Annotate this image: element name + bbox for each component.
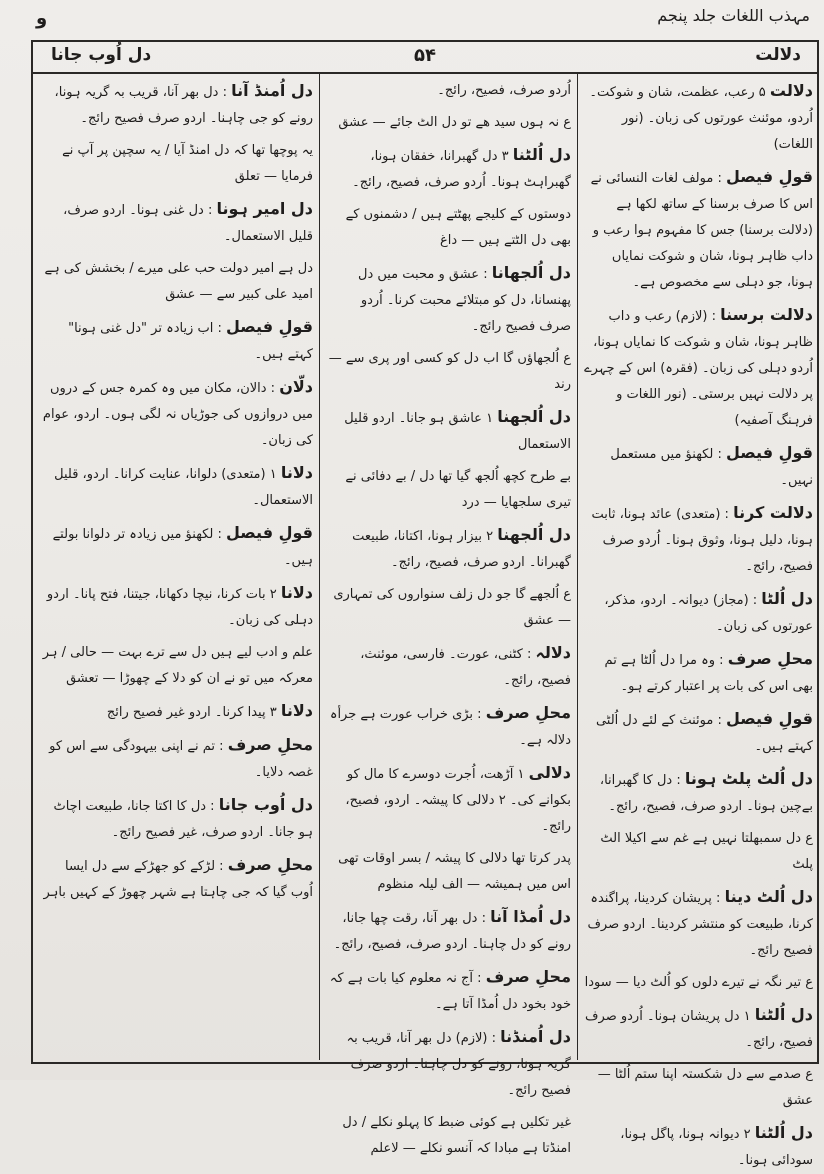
- entry-text: ۱ (متعدی) دلوانا، عنایت کرانا۔ اردو، قلیل الاستعمال۔: [54, 467, 313, 508]
- entry: [39, 580, 313, 634]
- entry-text: دوستوں کے کلیجے پھٹتے ہیں / دشمنوں کے بھی دل الٹتے ہیں — داغ: [345, 207, 571, 248]
- headword: دل اُلٹنا: [754, 1123, 813, 1142]
- entry: [326, 964, 571, 1018]
- entry-text: : دل بھر آنا، رقت چھا جانا، رونے کو دل چاہنا۔ اردو صرف، فصیح، رائج۔: [333, 911, 571, 952]
- entry-text: ع اُلجھے گا جو دل زلف سنواروں کی تمہاری — عشق: [333, 587, 571, 628]
- entry: [326, 142, 571, 196]
- headword: دل امیر ہونا: [216, 199, 313, 218]
- entry: [326, 404, 571, 458]
- headword: دل اُلٹنا: [512, 145, 571, 164]
- entry-text: : دل بھر آنا، قریب بہ گریہ ہونا، رونے کو جی چاہنا۔ اردو صرف فصیح رائج۔: [54, 85, 313, 126]
- entry-text: : اب زیادہ تر "دل غنی ہونا" کہتے ہیں۔: [68, 321, 313, 362]
- entry: [39, 256, 313, 308]
- entry: [39, 852, 313, 906]
- entry-text: اُردو صرف، فصیح، رائج۔: [437, 83, 571, 98]
- entry-text: ۲ دیوانہ ہونا، پاگل ہونا، سودائی ہونا۔: [620, 1127, 813, 1168]
- entry-text: ۲ بات کرنا، نیچا دکھانا، جیتنا، فتح پانا۔ اردو دہلی کی زبان۔: [46, 587, 313, 628]
- entry-text: : (لازم) دل بھر آنا، قریب بہ گریہ ہونا، رونے کو دل چاہنا۔ اردو صرف فصیح رائج۔: [346, 1031, 571, 1098]
- entry-text: ع اُلجھاؤں گا اب دل کو کسی اور پری سے — رند: [328, 351, 571, 392]
- headword: دل اُلٹ دینا: [724, 887, 813, 906]
- headword: محلِ صرف: [485, 703, 571, 722]
- entry-text: : دالان، مکان میں وہ کمرہ جس کے دروں میں دروازوں کی جوڑیاں نہ لگی ہوں۔ اردو، عوام کی زبان۔: [42, 381, 313, 448]
- entry-text: ۱ آڑھت، اُجرت دوسرے کا مال کو بکوانے کی۔ ۲ دلالی کا پیشہ۔ اردو، فصیح، رائج۔: [345, 767, 571, 834]
- entry: [584, 586, 813, 640]
- headword: دل اُوب جانا: [218, 795, 313, 814]
- entry: [326, 260, 571, 340]
- entry: [326, 202, 571, 254]
- headword: دلانا: [280, 583, 313, 602]
- entry: [326, 760, 571, 840]
- entry-text: : دل کا گھبرانا، بےچین ہونا۔ اردو صرف، فصیح، رائج۔: [599, 773, 813, 814]
- column-right: [578, 74, 819, 1168]
- headword: دلالی: [528, 763, 571, 782]
- entry-text: : آج نہ معلوم کیا بات ہے کہ خود بخود دل اُمڈا آتا ہے۔: [329, 971, 571, 1012]
- entry-text: ۳ پیدا کرنا۔ اردو غیر فصیح رائج: [106, 705, 277, 720]
- entry: [39, 460, 313, 514]
- headword: دلانا: [280, 701, 313, 720]
- headword: دل اُلجھنا: [497, 525, 571, 544]
- entry-text: ۳ دل گھبرانا، خفقان ہونا، گھبراہٹ ہونا۔ اُردو صرف، فصیح، رائج۔: [352, 149, 571, 190]
- headword: دلّان: [279, 377, 313, 396]
- headword: محلِ صرف: [485, 967, 571, 986]
- headword: دلالت کرنا: [733, 503, 813, 522]
- entry: [584, 766, 813, 820]
- headword: دل اُلٹ پلٹ ہونا: [684, 769, 813, 788]
- headword: دل اُلٹنا: [754, 1005, 813, 1024]
- entry: [326, 346, 571, 398]
- headword: قولِ فیصل: [225, 317, 313, 336]
- headword: قولِ فیصل: [725, 167, 813, 186]
- headword: دلانا: [280, 463, 313, 482]
- entry: [584, 500, 813, 580]
- entry: [326, 1024, 571, 1104]
- entry: [584, 302, 813, 434]
- entry-text: ۲ بیزار ہونا، اکتانا، طبیعت گھبرانا۔ اردو صرف، فصیح، رائج۔: [352, 529, 571, 570]
- entry-text: : پریشان کردینا، پراگندہ کرنا، طبیعت کو منتشر کردینا۔ اردو صرف فصیح رائج۔: [587, 891, 813, 958]
- entry: [39, 640, 313, 692]
- entry-text: بے طرح کچھ اُلجھ گیا تھا دل / بے دفائی نے تیری سلجھایا — درد: [345, 469, 571, 510]
- entry-text: علم و ادب لیے ہیں دل سے ترے بہت — حالی / ہر معرکہ میں تو نے ان کو دلا کے چھوڑا — تعشق: [42, 645, 313, 686]
- entry: [584, 1062, 813, 1114]
- entry-text: : کٹنی، عورت۔ فارسی، موئنث، فصیح، رائج۔: [360, 647, 571, 688]
- headword: دل اُلٹا: [761, 589, 813, 608]
- entry: [326, 904, 571, 958]
- headword: دل اُمنڈنا: [500, 1027, 571, 1046]
- entry-text: ع نہ ہوں سید ھے تو دل الٹ جائے — عشق: [338, 115, 571, 130]
- headword: دل اُلجھنا: [497, 407, 571, 426]
- entry-text: : دل غنی ہونا۔ اردو صرف، قلیل الاستعمال۔: [63, 203, 313, 244]
- entry: [326, 78, 571, 104]
- entry-text: : لڑکے کو جھڑکے سے دل ایسا اُوب گیا کہ جی چاہتا ہے شہر چھوڑ کے کہیں باہر: [43, 859, 313, 900]
- headword: محلِ صرف: [727, 649, 813, 668]
- entry: [584, 1002, 813, 1056]
- entry: [39, 314, 313, 368]
- entry-text: : لکھنؤ میں مستعمل نہیں۔: [610, 447, 813, 488]
- entry: [584, 970, 813, 996]
- column-left: [33, 74, 320, 1060]
- entry-text: : دل کا اکتا جانا، طبیعت اچاٹ ہو جانا۔ اردو صرف، غیر فصیح رائج۔: [53, 799, 313, 840]
- headword: دل اُلجھانا: [491, 263, 571, 282]
- headword: دلالت برسنا: [720, 305, 813, 324]
- entry: [326, 582, 571, 634]
- entry-text: پدر کرتا تھا دلالی کا پیشہ / بسر اوقات تھی اس میں ہمیشہ — الف لیلہ منظوم: [338, 851, 571, 892]
- headword: دلالہ: [535, 643, 571, 662]
- headword: دل اُمڈا آنا: [490, 907, 571, 926]
- headword: محلِ صرف: [227, 735, 313, 754]
- entry: [584, 706, 813, 760]
- entry-text: ع صدمے سے دل شکستہ اپنا ستم اُلٹا — عشق: [597, 1067, 813, 1108]
- page-header: [33, 42, 817, 74]
- entry: [584, 1120, 813, 1174]
- entry: [39, 374, 313, 454]
- entry: [39, 732, 313, 786]
- headword: دل اُمنڈ آنا: [231, 81, 313, 100]
- entry: [584, 164, 813, 296]
- entry: [326, 640, 571, 694]
- headword: محلِ صرف: [227, 855, 313, 874]
- headword: قولِ فیصل: [225, 523, 313, 542]
- entry: [39, 196, 313, 250]
- running-head: [0, 6, 824, 32]
- entry-text: : تم نے اپنی بیہودگی سے اس کو غصہ دلایا۔: [49, 739, 313, 780]
- entry: [326, 1110, 571, 1162]
- entry-text: : (مجاز) دیوانہ۔ اردو، مذکر، عورتوں کی زبان۔: [604, 593, 813, 634]
- entry-text: ۱ دل پریشان ہونا۔ اُردو صرف فصیح، رائج۔: [585, 1009, 813, 1050]
- book-title: مہذب اللغات جلد پنجم: [657, 6, 810, 25]
- entry: [326, 464, 571, 516]
- guide-word-last: دل اُوب جانا: [51, 45, 152, 65]
- entry: [39, 698, 313, 726]
- entry: [584, 440, 813, 494]
- entry-text: : عشق و محبت میں دل پھنسانا، دل کو مبتلائے محبت کرنا۔ اُردو صرف فصیح رائج۔: [358, 267, 571, 334]
- page-number: ۵۴: [414, 45, 436, 66]
- column-middle: [320, 74, 578, 1156]
- entry-text: ۱ عاشق ہو جانا۔ اردو قلیل الاستعمال: [344, 411, 571, 452]
- entry-text: : وہ مرا دل اُلٹا ہے تم بھی اس کی بات پر اعتبار کرتے ہو۔: [604, 653, 813, 694]
- entry: [326, 700, 571, 754]
- entry: [39, 520, 313, 574]
- guide-word-first: دلالت: [755, 45, 801, 65]
- entry: [326, 522, 571, 576]
- entry-text: : لکھنؤ میں زیادہ تر دلوانا بولتے ہیں۔: [52, 527, 313, 568]
- entry: [326, 846, 571, 898]
- headword: قولِ فیصل: [725, 709, 813, 728]
- entry: [39, 792, 313, 846]
- entry: [326, 110, 571, 136]
- entry-text: ع دل سمبھلتا نہیں ہے غم سے اکیلا الٹ پلٹ: [600, 831, 813, 872]
- entry-text: دل ہے امیر دولت حب علی میرے / بخشش کی ہے امید علی کبیر سے — عشق: [44, 261, 313, 302]
- entry-text: : (متعدی) عائد ہونا، ثابت ہونا، دلیل ہونا، وثوق ہونا۔ اُردو صرف فصیح، رائج۔: [591, 507, 813, 574]
- entry-text: ۵ رعب، عظمت، شان و شوکت۔ اُردو، موئنث عورتوں کی زبان۔ (نور اللغات): [589, 85, 813, 152]
- entry-text: : مولف لغات النسائی نے اس کا صرف برسنا کے ساتھ لکھا ہے (دلالت برسنا) جس کا مفہوم ہوا رعب و داب ظاہر ہونا، شان و شوکت نمایاں ہونا، جو دہلی سے مخصوص ہے۔: [590, 171, 813, 290]
- headword: قولِ فیصل: [725, 443, 813, 462]
- entry: [584, 826, 813, 878]
- entry-text: : موئنث کے لئے دل اُلٹی کہتے ہیں۔: [595, 713, 813, 754]
- page-frame: [31, 40, 819, 1168]
- entry: [39, 78, 313, 132]
- entry: [39, 138, 313, 190]
- entry-text: : (لازم) رعب و داب ظاہر ہونا، شان و شوکت کا نمایاں ہونا، اُردو دہلی کی زبان۔ (فقرہ) اس کے چہرے پر دلالت نہیں برستی۔ (نور اللغات و فرہنگ آصفیہ): [584, 309, 813, 428]
- entry-text: غیر تکلیں ہے کوئی ضبط کا پہلو نکلے / دل امنڈتا ہے مبادا کہ آنسو نکلے — لاعلم: [342, 1115, 571, 1156]
- entry-text: یہ پوچھا تھا کہ دل امنڈ آیا / یہ سچپن پر آپ نے فرمایا — تعلق: [62, 143, 313, 184]
- entry: [584, 646, 813, 700]
- entry-text: : بڑی خراب عورت ہے جرأہ دلالہ ہے۔: [329, 707, 571, 748]
- entry: [584, 884, 813, 964]
- entry-text: ع تیر نگہ نے تیرے دلوں کو اُلٹ دیا — سودا: [584, 975, 813, 990]
- entry: [584, 78, 813, 158]
- corner-mark: و: [36, 8, 48, 29]
- headword: دلالت: [769, 81, 813, 100]
